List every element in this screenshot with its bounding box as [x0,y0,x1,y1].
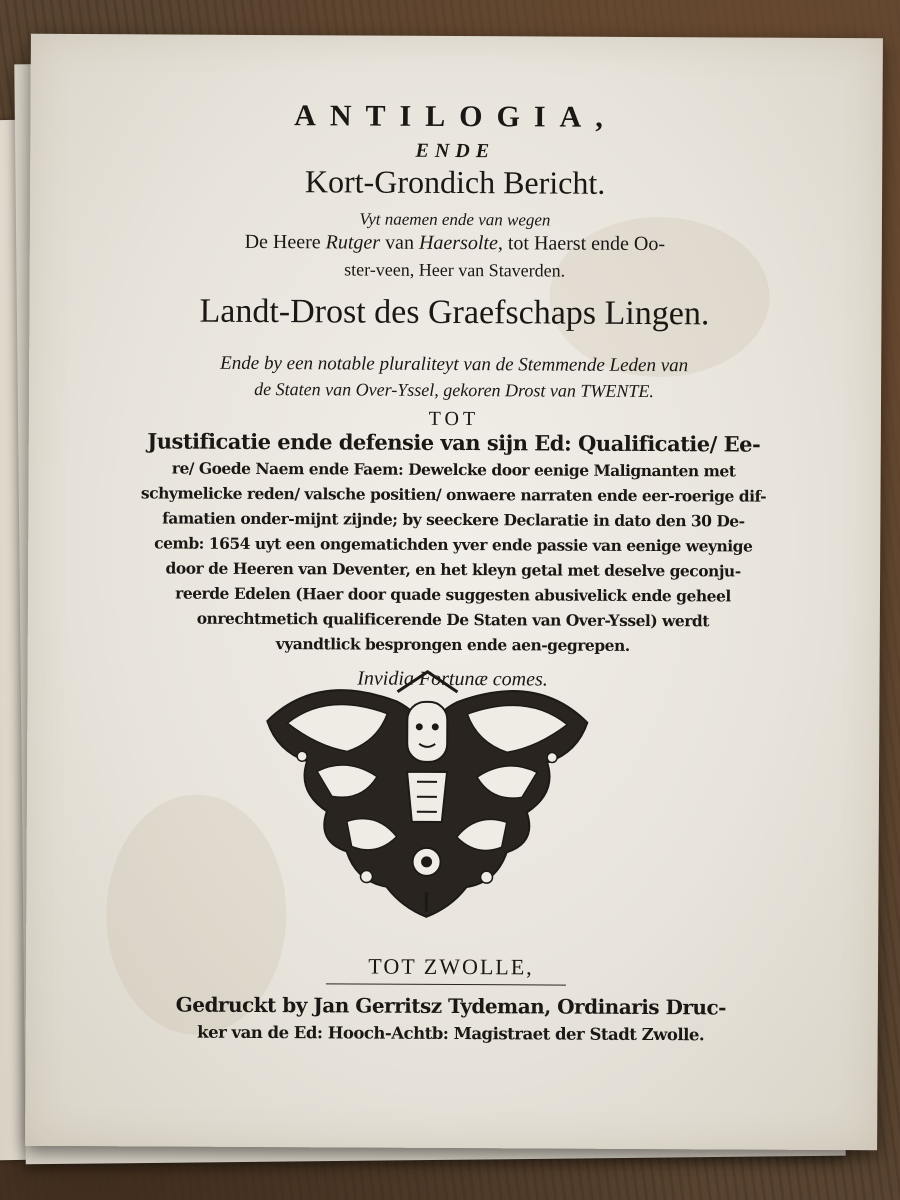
heere-post: , tot Haerst ende Oo- [497,232,666,256]
book-subtitle: Kort-Grondich Bericht. [304,163,606,201]
body-line: reerde Edelen (Haer door quade suggesten abusivelick ende geheel [175,583,731,606]
ster-line: ster-veen, Heer van Staverden. [344,259,566,281]
body-line: re/ Goede Naem ende Faem: Dewelcke door eenige Malignanten met [171,458,736,481]
title-page-content [25,34,883,1150]
printer-line: Gedruckt by Jan Gerritsz Tydeman, Ordinaris Druc- [175,992,727,1020]
woodcut-ornament [256,661,597,923]
body-line: famatien onder-mijnt zijnde; by seeckere Declaratie in dato den 30 De- [162,508,745,531]
ende-by-line: Ende by een notable pluraliteyt van de Stemmende Leden van [220,352,689,377]
heere-name: Rutger [325,231,381,254]
book-title: ANTILOGIA, [294,99,617,134]
motto: Invidia Fortunæ comes. [357,667,548,691]
heere-mid: van [380,231,420,254]
vyt-line: Vyt naemen ende van wegen [359,209,551,230]
staten-line: de Staten van Over-Yssel, gekoren Drost van TWENTE. [254,378,654,402]
tot-line: TOT [428,407,480,431]
body-line: Justificatie ende defensie van sijn Ed: Qualificatie/ Ee- [147,428,761,457]
heere-line [90,230,820,257]
body-line: schymelicke reden/ valsche positien/ onwaere narraten ende eer-roerige dif- [140,483,767,506]
title-page [25,34,883,1150]
heere-pre: De Heere [244,230,326,254]
body-line: door de Heeren van Deventer, en het kleyn getal met deselve geconju- [165,558,741,581]
body-line: cemb: 1654 uyt een ongematichden yver ende passie van eenige weynige [154,533,753,556]
divider-rule [326,983,566,985]
body-line: vyandtlick besprongen ende aen-gegrepen. [275,634,630,655]
body-line: onrechtmetich qualificerende De Staten van Over-Yssel) werdt [196,608,710,631]
printer-line: ker van de Ed: Hooch-Achtb: Magistraet der Stadt Zwolle. [197,1022,705,1045]
ende-line: ENDE [415,139,496,163]
heere-name2: Haersolte [418,231,498,255]
landt-drost-heading: Landt-Drost des Graefschaps Lingen. [199,292,710,333]
place-of-printing: TOT ZWOLLE, [368,953,534,980]
